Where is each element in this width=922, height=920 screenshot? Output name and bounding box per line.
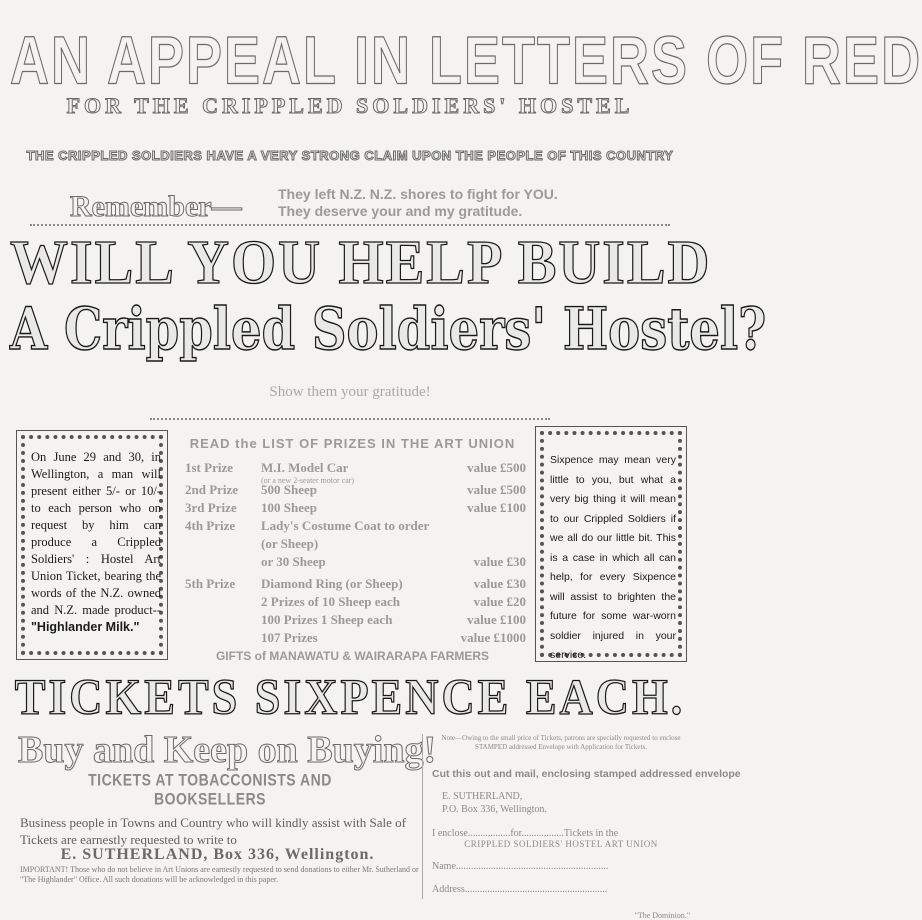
prize-value: value £500 xyxy=(467,460,526,475)
highlander-box-text xyxy=(31,449,161,636)
dotted-divider-middle xyxy=(150,418,550,420)
prize-list xyxy=(175,436,530,645)
coupon-name-field[interactable]: Name............................................................. xyxy=(432,861,609,872)
coupon-address xyxy=(442,790,690,816)
prize-value: value £500 xyxy=(467,482,526,497)
tickets-sixpence-headline: TICKETS SIXPENCE EACH. xyxy=(14,669,686,726)
coupon-address-field[interactable]: Address......................................................... xyxy=(432,884,608,895)
prize-label: 1st Prize xyxy=(185,460,234,475)
coupon-address-line-1: E. SUTHERLAND, xyxy=(442,791,523,802)
highlander-product-name: "Highlander Milk." xyxy=(31,620,140,634)
prize-description: Diamond Ring (or Sheep) xyxy=(261,576,403,591)
highlander-milk-box xyxy=(16,430,168,660)
coupon-enclose-line[interactable]: I enclose.................for.................Tickets in the xyxy=(432,828,619,839)
crippled-hostel-headline: A Crippled Soldiers' Hostel? xyxy=(10,296,767,364)
prize-description: or 30 Sheep xyxy=(261,554,326,569)
prize-value: value £20 xyxy=(473,594,526,609)
gratitude-line: Show them your gratitude! xyxy=(269,384,431,400)
hostel-subheadline: FOR THE CRIPPLED SOLDIERS' HOSTEL xyxy=(66,93,634,118)
prize-label: 5th Prize xyxy=(185,576,236,591)
prize-label: 3rd Prize xyxy=(185,500,237,515)
prize-description: Lady's Costume Coat to order xyxy=(261,518,430,533)
crippled-claim-line: THE CRIPPLED SOLDIERS HAVE A VERY STRONG CLAIM UPON THE PEOPLE OF THIS COUNTRY xyxy=(26,148,674,163)
prize-label: 4th Prize xyxy=(185,518,236,533)
prize-list-header: READ the LIST OF PRIZES IN THE ART UNION xyxy=(189,436,516,451)
prize-description: 100 Sheep xyxy=(261,500,317,515)
coupon-signature: "The Dominion." xyxy=(634,911,690,920)
prize-value: value £1000 xyxy=(460,630,526,645)
prize-subnote: (or a new 2-seater motor car) xyxy=(261,476,355,485)
sixpence-box-text: Sixpence may mean very little to you, but what a very big thing it will mean to our Crippled Soldiers if we all do our little bit. This is a case in which all can help, for every Sixpence will assist to brighten the future for some war-worn soldier injured in your service. xyxy=(550,454,676,661)
gifts-line: GIFTS of MANAWATU & WAIRARAPA FARMERS xyxy=(215,649,490,663)
will-you-help-headline: WILL YOU HELP BUILD xyxy=(10,227,712,298)
remember-lines xyxy=(278,186,558,220)
buy-keep-buying-headline: Buy and Keep on Buying! xyxy=(18,729,437,771)
prize-value: value £100 xyxy=(467,612,526,627)
sutherland-address: E. SUTHERLAND, Box 336, Wellington. xyxy=(60,846,375,863)
appeal-headline: AN APPEAL IN LETTERS OF RED xyxy=(10,23,922,99)
order-coupon xyxy=(432,734,741,920)
remember-line-2: They deserve your and my gratitude. xyxy=(278,203,523,219)
sixpence-box xyxy=(535,426,687,662)
important-note: IMPORTANT! Those who do not believe in Art Unions are earnestly requested to send donations to either Mr. Sutherland or "The Highlander" Office. All such donations will be acknowledged in this paper. xyxy=(20,865,419,884)
prize-value: value £100 xyxy=(467,500,526,515)
highlander-offer-text: On June 29 and 30, in Wellington, a man will present either 5/- or 10/- to each person who on request by him can produce a Crippled Soldiers' : Hostel Art Union Ticket, bearing the words of the N.Z. owned and N.Z. made product-- xyxy=(31,450,161,617)
prize-description: (or Sheep) xyxy=(261,536,319,551)
prize-description: 500 Sheep xyxy=(261,482,317,497)
coupon-art-union-line: CRIPPLED SOLDIERS' HOSTEL ART UNION xyxy=(464,839,658,849)
remember-line-1: They left N.Z. N.Z. shores to fight for YOU. xyxy=(278,186,558,202)
prize-description: 2 Prizes of 10 Sheep each xyxy=(261,594,401,609)
prize-label: 2nd Prize xyxy=(185,482,239,497)
prize-description: 107 Prizes xyxy=(261,630,318,645)
prize-description: M.I. Model Car xyxy=(261,460,349,475)
prize-value: value £30 xyxy=(473,576,526,591)
tobacconists-line: TICKETS AT TOBACCONISTS AND BOOKSELLERS xyxy=(88,769,332,809)
coupon-divider xyxy=(422,734,423,899)
remember-word: Remember— xyxy=(70,190,242,223)
business-request-text: Business people in Towns and Country who will kindly assist with Sale of Tickets are earnestly requested to write to xyxy=(20,815,406,847)
coupon-cut-instruction: Cut this out and mail, enclosing stamped addressed envelope xyxy=(432,768,741,780)
prize-value: value £30 xyxy=(473,554,526,569)
coupon-note: Note—Owing to the small price of Tickets, patrons are specially requested to enclose STAMPED addressed Envelope with Application for Tickets. xyxy=(441,734,681,751)
coupon-address-line-2: P.O. Box 336, Wellington. xyxy=(442,804,547,815)
prize-description: 100 Prizes 1 Sheep each xyxy=(261,612,393,627)
